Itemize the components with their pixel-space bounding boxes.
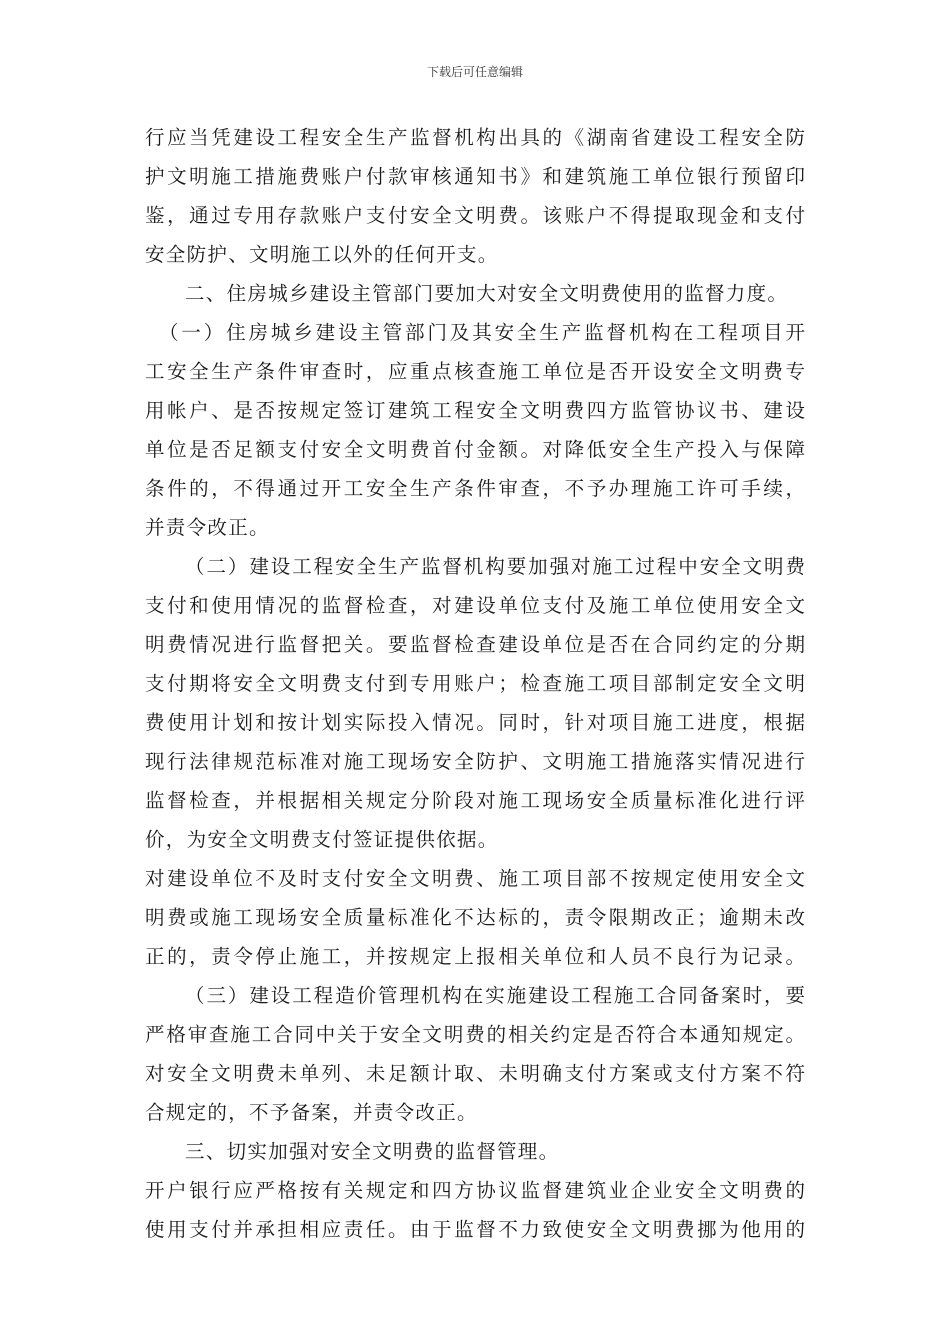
page-header: 下载后可任意编辑 <box>426 65 523 79</box>
text-line: 支付期将安全文明费支付到专用账户；检查施工项目部制定安全文明 <box>145 672 805 695</box>
text-line: 安全防护、文明施工以外的任何开支。 <box>145 243 499 266</box>
text-line: 并责令改正。 <box>145 516 270 539</box>
section-heading: 三、切实加强对安全文明费的监督管理。 <box>185 1140 560 1163</box>
text-line: 对安全文明费未单列、未足额计取、未明确支付方案或支付方案不符 <box>145 1062 805 1085</box>
text-line: 监督检查，并根据相关规定分阶段对施工现场安全质量标准化进行评 <box>145 789 805 812</box>
document-body <box>145 118 805 1249</box>
text-line: 明费或施工现场安全质量标准化不达标的，责令限期改正；逾期未改 <box>145 906 805 929</box>
text-line: （一）住房城乡建设主管部门及其安全生产监督机构在工程项目开 <box>159 321 805 344</box>
text-line: 工安全生产条件审查时，应重点核查施工单位是否开设安全文明费专 <box>145 360 805 383</box>
text-line: 护文明施工措施费账户付款审核通知书》和建筑施工单位银行预留印 <box>145 165 805 188</box>
text-line: 对建设单位不及时支付安全文明费、施工项目部不按规定使用安全文 <box>145 867 805 890</box>
text-line: 支付和使用情况的监督检查，对建设单位支付及施工单位使用安全文 <box>145 594 805 617</box>
text-line: 单位是否足额支付安全文明费首付金额。对降低安全生产投入与保障 <box>145 438 805 461</box>
text-line: 现行法律规范标准对施工现场安全防护、文明施工措施落实情况进行 <box>145 750 805 773</box>
section-heading: 二、住房城乡建设主管部门要加大对安全文明费使用的监督力度。 <box>185 282 789 305</box>
text-line: 开户银行应严格按有关规定和四方协议监督建筑业企业安全文明费的 <box>145 1179 805 1202</box>
text-line: （二）建设工程安全生产监督机构要加强对施工过程中安全文明费 <box>185 555 805 578</box>
text-line: 价，为安全文明费支付签证提供依据。 <box>145 828 499 851</box>
text-line: 用帐户、是否按规定签订建筑工程安全文明费四方监管协议书、建设 <box>145 399 805 422</box>
text-line: 费使用计划和按计划实际投入情况。同时，针对项目施工进度，根据 <box>145 711 805 734</box>
text-line: 合规定的，不予备案，并责令改正。 <box>145 1101 478 1124</box>
text-line: 正的，责令停止施工，并按规定上报相关单位和人员不良行为记录。 <box>145 945 805 968</box>
text-line: 行应当凭建设工程安全生产监督机构出具的《湖南省建设工程安全防 <box>145 126 805 149</box>
text-line: 严格审查施工合同中关于安全文明费的相关约定是否符合本通知规定。 <box>145 1023 805 1046</box>
text-line: 鉴，通过专用存款账户支付安全文明费。该账户不得提取现金和支付 <box>145 204 805 227</box>
text-line: 条件的，不得通过开工安全生产条件审查，不予办理施工许可手续， <box>145 477 805 500</box>
text-line: 明费情况进行监督把关。要监督检查建设单位是否在合同约定的分期 <box>145 633 805 656</box>
text-line: （三）建设工程造价管理机构在实施建设工程施工合同备案时，要 <box>185 984 805 1007</box>
text-line: 使用支付并承担相应责任。由于监督不力致使安全文明费挪为他用的 <box>145 1218 805 1241</box>
